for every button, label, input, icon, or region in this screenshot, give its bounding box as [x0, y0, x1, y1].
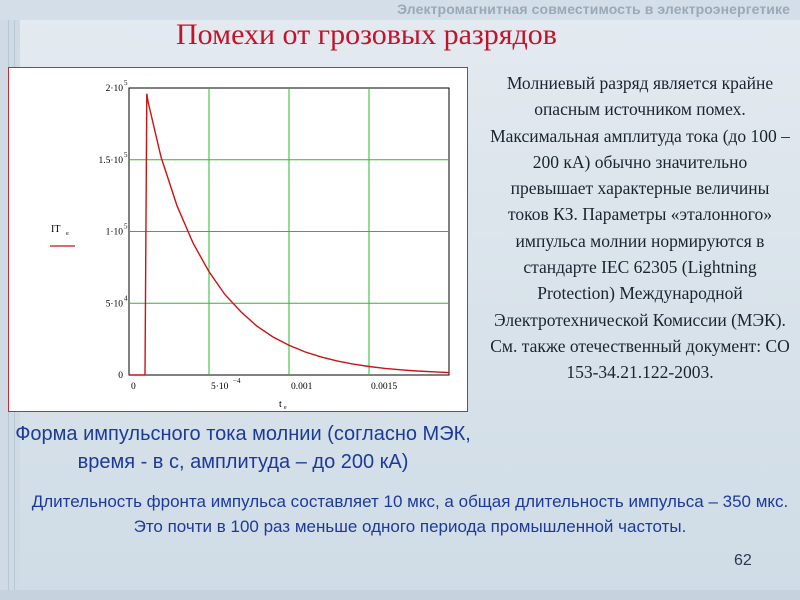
y-tick-exponent: 5 [124, 79, 128, 87]
y-tick-exponent: 4 [124, 294, 128, 303]
y-tick-exponent: 5 [124, 150, 128, 159]
pulse-duration-note: Длительность фронта импульса составляет 10 мкс, а общая длительность импульса – 350 мкс. Это почти в 100 раз меньше одного периода промышленной частоты. [31, 492, 789, 536]
lightning-current-chart [8, 67, 468, 412]
x-tick-label: 5·10 [211, 382, 229, 392]
slide-title: Помехи от грозовых разрядов [176, 18, 557, 51]
y-tick-exponent: 5 [124, 222, 128, 231]
x-tick-label: 0.0015 [371, 382, 398, 392]
y-axis-label-sub: e [66, 231, 69, 237]
x-axis-label-sub: e [284, 405, 287, 411]
x-tick-exponent: −4 [233, 377, 241, 385]
y-tick-label: 0 [118, 371, 123, 381]
y-tick-label: 1.5·10 [98, 155, 123, 166]
page-number: 62 [734, 552, 752, 569]
x-tick-label: 0 [131, 382, 136, 392]
chart-caption: Форма импульсного тока молнии (согласно МЭК, время - в с, амплитуда – до 200 кА) [15, 423, 471, 473]
x-axis-label: t [279, 399, 282, 410]
description-text: Молниевый разряд является крайне опасным источником помех. Максимальная амплитуда тока (до 100 – 200 кА) обычно значительно превышает характерные величины токов КЗ. Параметры «эталонного» импульса молнии нормируются в стандарте IEC 62305 (Lightning Protection) Международной Электротехнической Комиссии (МЭК). См. также отечественный документ: СО 153-34.21.122-2003. [490, 73, 790, 383]
footer-band [0, 590, 800, 600]
y-tick-label: 5·10 [105, 299, 123, 310]
chart-svg [9, 68, 469, 413]
y-axis-label: IT [51, 224, 61, 235]
y-tick-label: 1·10 [105, 227, 123, 238]
x-tick-label: 0.001 [291, 382, 313, 392]
header-subtitle: Электромагнитная совместимость в электроэнергетике [397, 1, 790, 17]
y-tick-label: 2·10 [105, 84, 123, 94]
